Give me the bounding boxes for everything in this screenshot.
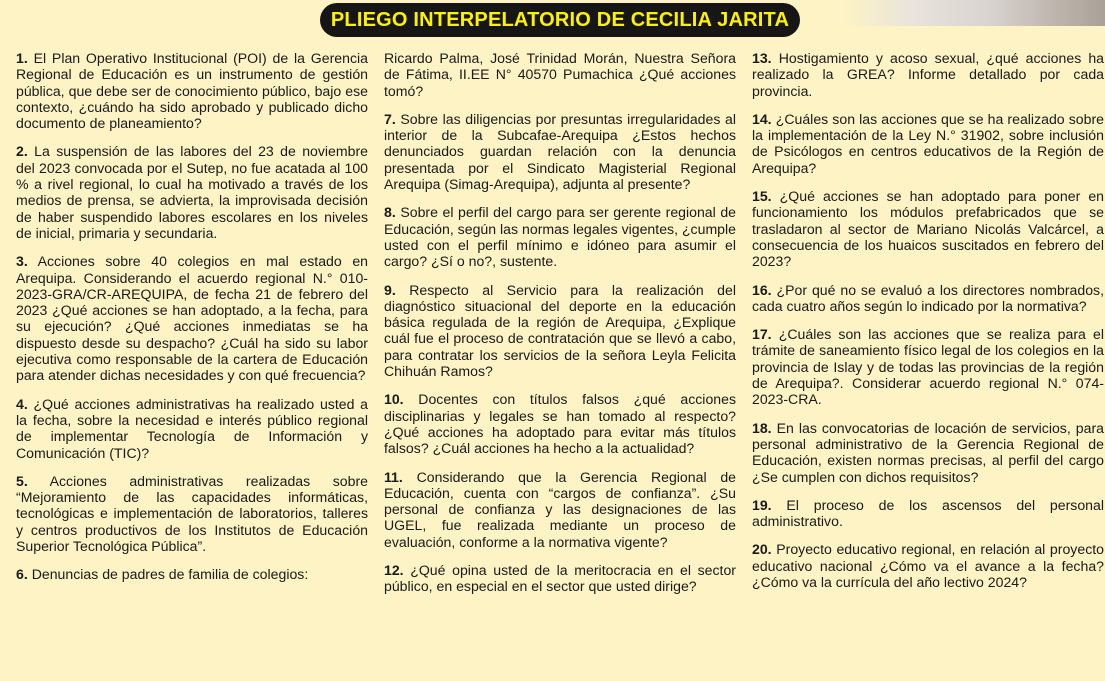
question-10: 10. Docentes con títulos falsos ¿qué acciones disciplinarias y legales se han tomado al respecto? ¿Qué acciones ha adoptado para evitar más títulos falsos? ¿Cuál acciones ha hecho a la actualidad? [384,391,736,457]
question-9: 9. Respecto al Servicio para la realización del diagnóstico situacional del deporte en la educación básica regulada de la región de Arequipa, ¿Explique cuál fue el proceso de contratación que se llevó a cabo, para contratar los servicios de la señora Leyla Felicita Chihuán Ramos? [384,281,736,380]
question-15: 15. ¿Qué acciones se han adoptado para poner en funcionamiento los módulos prefabricados que se trasladaron al sector de Mariano Nicolás Valcárcel, a consecuencia de los huaicos suscitados en febrero del 2023? [752,188,1104,270]
question-18: 18. En las convocatorias de locación de servicios, para personal administrativo de la Gerencia Regional de Educación, existen normas precisas, al perfil del cargo ¿Se cumplen con dichos requisitos? [752,419,1104,485]
question-11: 11. Considerando que la Gerencia Regional de Educación, cuenta con “cargos de confianza”. ¿Su personal de confianza y las designaciones de las UGEL, fue realizada mediante un proceso de evaluación, conforme a la normativa vigente? [384,468,736,550]
header [0,0,1105,40]
question-14: 14. ¿Cuáles son las acciones que se ha realizado sobre la implementación de la Ley N.° 31902, sobre inclusión de Psicólogos en centros educativos de la Región de Arequipa? [752,110,1104,176]
column-1 [16,50,368,676]
question-3: 3. Acciones sobre 40 colegios en mal estado en Arequipa. Considerando el acuerdo regional N.° 010-2023-GRA/CR-AREQUIPA, de fecha 21 de febrero del 2023 ¿Qué acciones se han adoptado, a la fecha, para su ejecución? ¿Qué acciones inmediatas se ha dispuesto desde su despacho? ¿Cuál ha sido su labor ejecutiva como responsable de la cartera de Educación para atender dichas necesidades y con qué frecuencia? [16,253,368,384]
question-16: 16. ¿Por qué no se evaluó a los directores nombrados, cada cuatro años según lo indicado por la normativa? [752,281,1104,314]
question-8: 8. Sobre el perfil del cargo para ser gerente regional de Educación, según las normas legales vigentes, ¿cumple usted con el perfil mínimo e idóneo para asumir el cargo? ¿Sí o no?, sustente. [384,204,736,270]
question-7: 7. Sobre las diligencias por presuntas irregularidades al interior de la Subcafae-Arequipa ¿Estos hechos denunciados guardan relación con la denuncia presentada por el Sindicato Magisterial Regional Arequipa (Simag-Arequipa), adjunta al presente? [384,110,736,193]
question-19: 19. El proceso de los ascensos del personal administrativo. [752,496,1104,530]
question-4: 4. ¿Qué acciones administrativas ha realizado usted a la fecha, sobre la necesidad e interés público regional de implementar Tecnología de Información y Comunicación (TIC)? [16,395,368,461]
column-3 [752,50,1104,676]
header-photo [845,0,1105,26]
question-17: 17. ¿Cuáles son las acciones que se realiza para el trámite de saneamiento físico legal de los colegios en la provincia de Islay y de todas las provincias de la región de Arequipa?. Considerar acuerdo regional N.° 074-2023-CRA. [752,326,1104,408]
column-2 [384,50,736,676]
question-13: 13. Hostigamiento y acoso sexual, ¿qué acciones ha realizado la GREA? Informe detallado por cada provincia. [752,50,1104,99]
question-6: 6. Denuncias de padres de familia de colegios: [16,566,309,583]
question-12: 12. ¿Qué opina usted de la meritocracia en el sector público, en especial en el sector que usted dirige? [384,562,736,595]
question-2: 2. La suspensión de las labores del 23 de noviembre del 2023 convocada por el Sutep, no fue acatada al 100 % a rivel regional, lo cual ha motivado a través de los medios de prensa, se advierta, la improvisada decisión de haber suspendido labores escolares en los niveles de inicial, primaria y secundaria. [16,143,368,241]
question-20: 20. Proyecto educativo regional, en relación al proyecto educativo nacional ¿Cómo va el avance a la fecha? ¿Cómo va la currícula del año lectivo 2024? [752,541,1104,591]
question-6-continued: Ricardo Palma, José Trinidad Morán, Nuestra Señora de Fátima, II.EE N° 40570 Pumachica ¿Qué acciones tomó? [384,50,736,99]
page-title: PLIEGO INTERPELATORIO DE CECILIA JARITA [320,3,800,37]
question-1: 1. El Plan Operativo Institucional (POI) de la Gerencia Regional de Educación es un instrumento de gestión pública, que debe ser de conocimiento público, bajo ese contexto, ¿cuándo ha sido aprobado y publicado dicho documento de planeamiento? [16,50,368,132]
question-5: 5. Acciones administrativas realizadas sobre “Mejoramiento de las capacidades informáticas, tecnológicas e implementación de laboratorios, talleres y centros productivos de los Institutos de Educación Superior Tecnológica Pública”. [16,472,368,555]
